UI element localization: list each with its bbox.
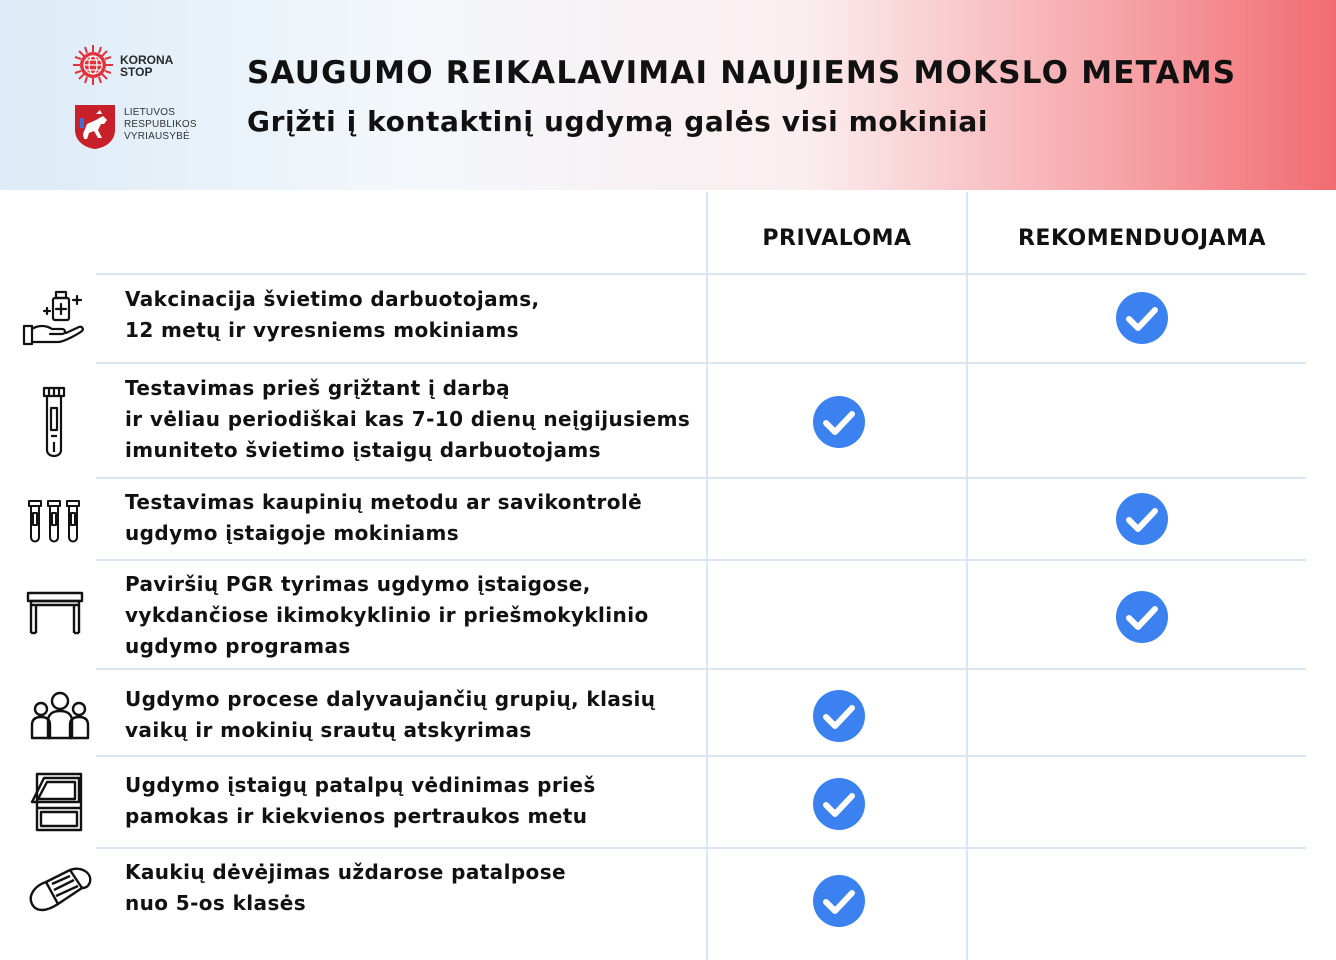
row-text-line: Paviršių PGR tyrimas ugdymo įstaigose, [125,572,591,596]
row-divider [96,477,1306,479]
row-divider [96,362,1306,364]
row-requirement-text [125,857,566,919]
logo-text-line: KORONA [120,53,174,67]
check-mark-icon [1115,291,1169,345]
korona-stop-logo [72,44,202,88]
column-divider [706,192,708,960]
row-text-line: nuo 5-os klasės [125,891,307,915]
check-mark-icon [812,689,866,743]
row-text-line: 12 metų ir vyresniems mokiniams [125,318,519,342]
row-text-line: Vakcinacija švietimo darbuotojams, [125,287,540,311]
row-text-line: Ugdymo procese dalyvaujančių grupių, klasių [125,687,656,711]
check-mark-icon [812,395,866,449]
row-text-line: pamokas ir kiekvienos pertraukos metu [125,804,588,828]
row-text-line: Kaukių dėvėjimas uždarose patalpose [125,860,566,884]
table-icon [26,591,84,639]
check-mark-icon [812,777,866,831]
row-text-line: Testavimas prieš grįžtant į darbą [125,376,511,400]
row-text-line: Testavimas kaupinių metodu ar savikontrolė [125,490,643,514]
row-text-line: ugdymo įstaigoje mokiniams [125,521,460,545]
row-text-line: ir vėliau periodiškai kas 7-10 dienų neįgijusiems [125,407,691,431]
group-icon [30,691,90,745]
row-text-line: vaikų ir mokinių srautų atskyrimas [125,718,532,742]
vaccine-hand-icon [22,290,86,352]
header-banner [0,0,1336,190]
logo-text-line: RESPUBLIKOS [124,119,197,130]
coat-of-arms-icon [74,104,116,150]
row-divider [96,668,1306,670]
check-mark-icon [1115,492,1169,546]
row-requirement-text [125,684,655,746]
logo-text-line: VYRIAUSYBĖ [124,131,190,142]
column-header-recommended: REKOMENDUOJAMA [1017,226,1267,251]
column-header-required: PRIVALOMA [762,226,912,251]
row-requirement-text [125,487,642,549]
row-text-line: ugdymo programas [125,634,351,658]
row-divider [96,755,1306,757]
logo-text-line: LIETUVOS [124,107,176,118]
face-mask-icon [28,866,94,922]
page-title: SAUGUMO REIKALAVIMAI NAUJIEMS MOKSLO METAMS [247,55,1237,91]
korona-stop-text [120,54,173,78]
row-requirement-text [125,770,596,832]
row-requirement-text [125,284,540,346]
check-mark-icon [812,874,866,928]
row-requirement-text [125,373,690,466]
logo-text-line: STOP [120,65,153,79]
government-text [124,107,197,143]
korona-virus-icon [72,44,114,86]
row-divider [96,273,1306,275]
row-requirement-text [125,569,649,662]
page-subtitle: Grįžti į kontaktinį ugdymą galės visi mokiniai [247,105,989,138]
column-divider [966,192,968,960]
row-text-line: Ugdymo įstaigų patalpų vėdinimas prieš [125,773,596,797]
government-logo [74,104,214,152]
test-tubes-icon [28,499,80,549]
row-text-line: imuniteto švietimo įstaigų darbuotojams [125,438,601,462]
test-tube-icon [40,386,68,466]
row-divider [96,847,1306,849]
row-text-line: vykdančiose ikimokyklinio ir priešmokyklinio [125,603,649,627]
window-icon [30,772,84,836]
row-divider [96,559,1306,561]
check-mark-icon [1115,590,1169,644]
